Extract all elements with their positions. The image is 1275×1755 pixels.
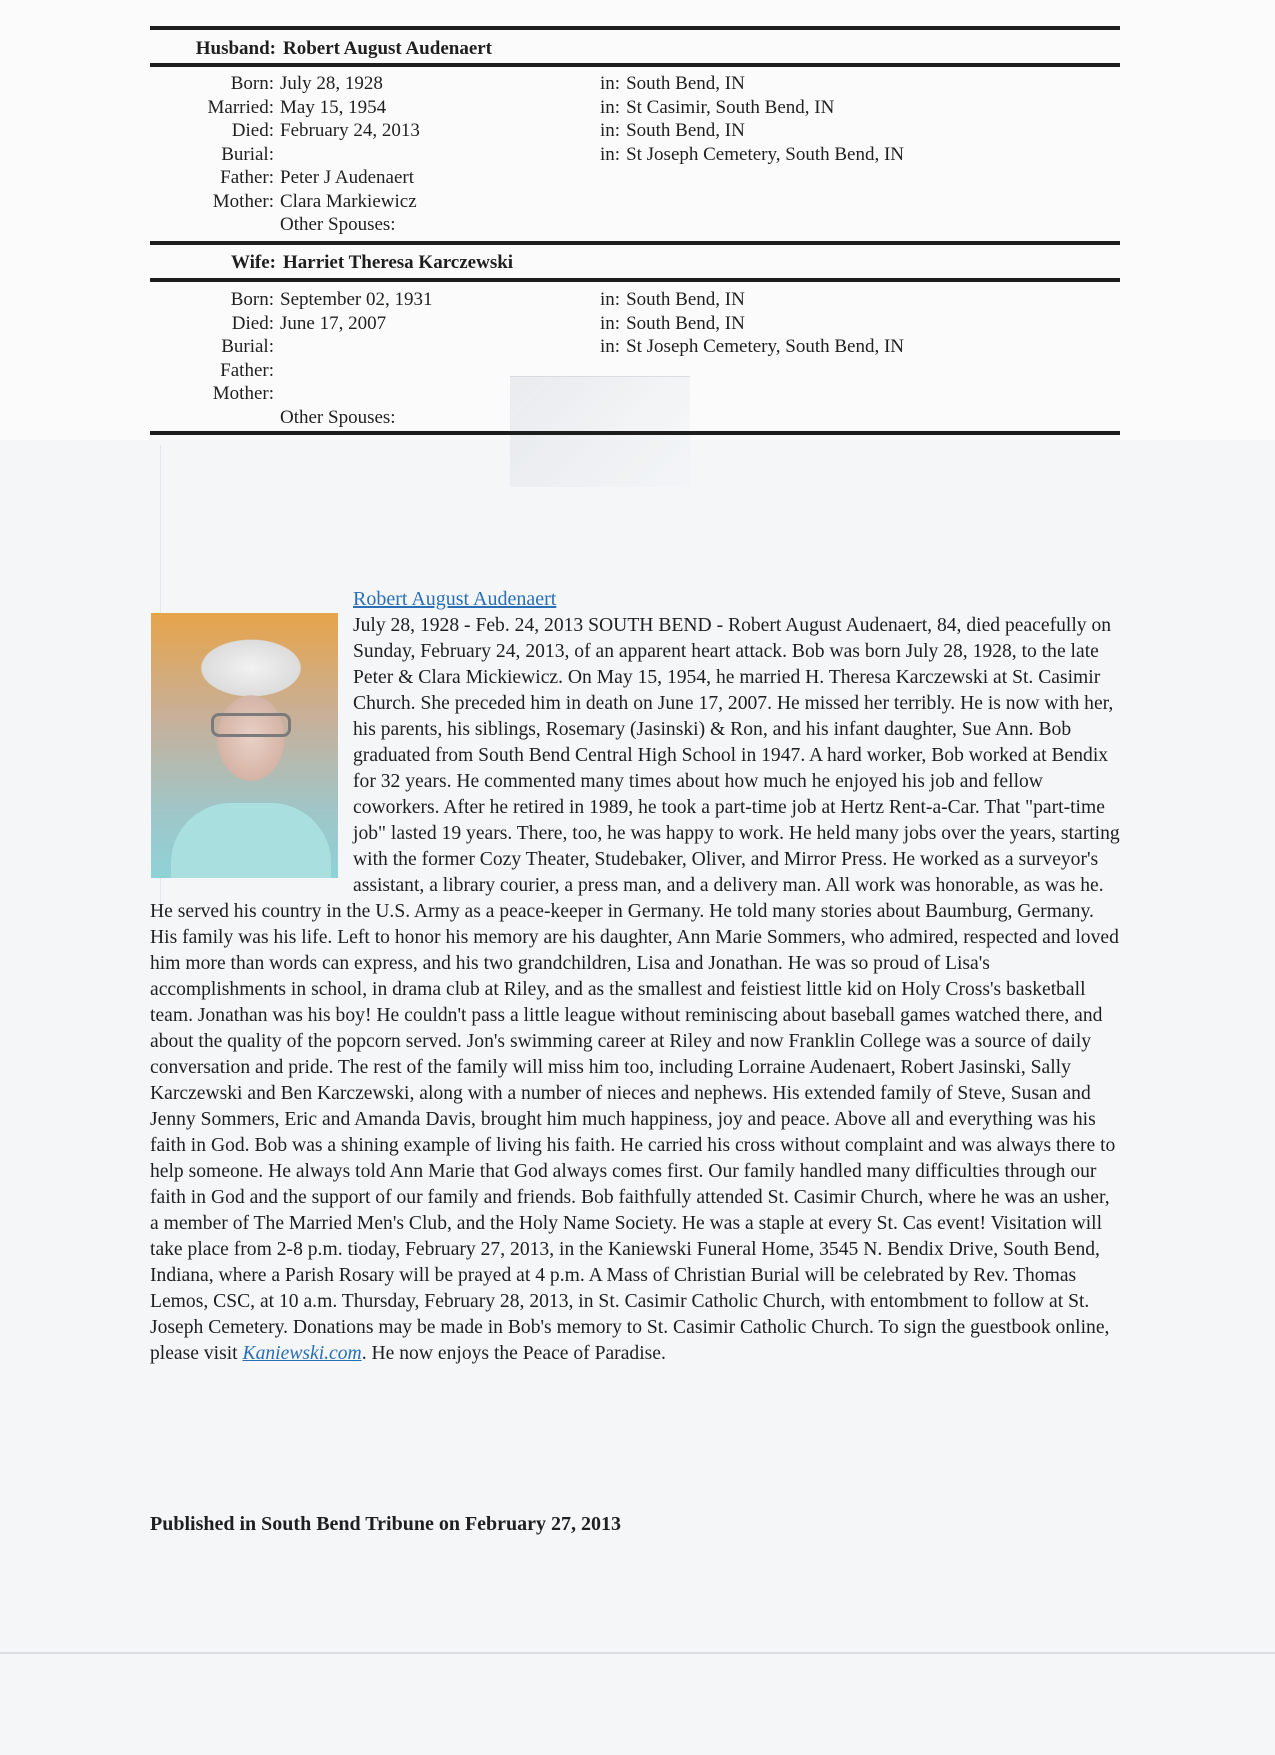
row-value: July 28, 1928: [280, 73, 383, 94]
row-value: Clara Markiewicz: [280, 190, 417, 212]
husband-row-born: [150, 72, 1120, 96]
row-label: Born:: [230, 73, 274, 94]
husband-row-died: [150, 119, 1120, 143]
row-value: [280, 143, 600, 167]
husband-details: [150, 72, 1120, 237]
row-value: February 24, 2013: [280, 120, 420, 141]
row-place: South Bend, IN: [626, 120, 745, 141]
row-value: May 15, 1954: [280, 96, 387, 118]
row-value: June 17, 2007: [280, 312, 387, 334]
wife-bottom-rule: [150, 278, 1120, 282]
row-place: St Joseph Cemetery, South Bend, IN: [626, 143, 905, 165]
row-place: St Joseph Cemetery, South Bend, IN: [626, 336, 905, 357]
row-place: St Casimir, South Bend, IN: [626, 96, 835, 118]
page-edge-divider: [0, 1652, 1275, 1654]
row-value: Peter J Audenaert: [280, 167, 415, 188]
obituary-title-link[interactable]: Robert August Audenaert: [353, 588, 557, 610]
row-value: [280, 359, 600, 383]
row-in: in:: [600, 120, 621, 141]
wife-row-burial: [150, 335, 1120, 359]
husband-other-spouses: Other Spouses:: [280, 214, 396, 235]
row-label: Burial:: [221, 143, 274, 165]
row-value: [280, 335, 600, 359]
row-label: Died:: [231, 120, 274, 141]
row-label: Died:: [231, 312, 274, 334]
obituary-text: July 28, 1928 - Feb. 24, 2013 SOUTH BEND - Robert August Audenaert, 84, died peacefully on Sunday, February 24, 2013, of an apparent heart attack. Bob was born July 28, 1928, to the late Peter & Clara Mickiewicz. On May 15, 1954, he married H. Theresa Karczewski at St. Casimir Church. She preceded him in death on June 17, 2007. He missed her terribly. He is now with her, his parents, his siblings, Rosemary (Jasinski) & Ron, and his infant daughter, Sue Ann. Bob graduated from South Bend Central High School in 1947. A hard worker, Bob worked at Bendix for 32 years. He commented many times about how much he enjoyed his job and fellow coworkers. After he retired in 1989, he took a part-time job at Hertz Rent-a-Car. That "part-time job" lasted 19 years. There, too, he was happy to work. He held many jobs over the years, starting with the former Cozy Theater, Studebaker, Oliver, and Mirror Press. He worked as a surveyor's assistant, a library courier, a press man, and a delivery man. All work was honorable, as was he. He served his country in the U.S. Army as a peace-keeper in Germany. He told many stories about Baumburg, Germany. His family was his life. Left to honor his memory are his daughter, Ann Marie Sommers, who admired, respected and loved him more than words can express, and his two grandchildren, Lisa and Jonathan. He was so proud of Lisa's accomplishments in school, in drama club at Riley, and as the smallest and feistiest little kid on Holy Cross's basketball team. Jonathan was his boy! He couldn't pass a little league without reminiscing about baseball games watched there, and about the quality of the popcorn served. Jon's swimming career at Riley and now Franklin College was a source of daily conversation and pride. The rest of the family will miss him too, including Lorraine Audenaert, Robert Jasinski, Sally Karczewski and Ben Karczewski, along with a number of nieces and nephews. His extended family of Steve, Susan and Jenny Sommers, Eric and Amanda Davis, brought him much happiness, joy and peace. Above all and everything was his faith in God. Bob was a shining example of living his faith. He carried his cross without complaint and was always there to help someone. He always told Ann Marie that God always comes first. Our family handled many difficulties through our faith in God and the support of our family and friends. Bob faithfully attended St. Casimir Church, where he was an usher, a member of The Married Men's Club, and the Holy Name Society. He was a staple at every St. Cas event! Visitation will take place from 2-8 p.m. tioday, February 27, 2013, in the Kaniewski Funeral Home, 3545 N. Bendix Drive, South Bend, Indiana, where a Parish Rosary will be prayed at 4 p.m. A Mass of Christian Burial will be celebrated by Rev. Thomas Lemos, CSC, at 10 a.m. Thursday, February 28, 2013, in St. Casimir Catholic Church, with entombment to follow at St. Joseph Cemetery. Donations may be made in Bob's memory to St. Casimir Catholic Church. To sign the guestbook online, please visit: [150, 615, 1120, 1364]
row-in: in:: [600, 73, 621, 94]
wife-other-spouses: Other Spouses:: [280, 406, 396, 428]
wife-row-father: [150, 359, 1120, 383]
row-label: Burial:: [221, 336, 274, 357]
row-in: in:: [600, 143, 621, 165]
obituary-closing: . He now enjoys the Peace of Paradise.: [361, 1343, 666, 1364]
row-label: Born:: [230, 289, 274, 310]
wife-row-mother: [150, 382, 1120, 406]
photo-wrap-space: [150, 613, 353, 899]
husband-row-mother: [150, 190, 1120, 214]
row-label: Mother:: [212, 190, 274, 212]
row-place: South Bend, IN: [626, 289, 745, 310]
husband-label: Husband:: [195, 38, 276, 59]
wife-row-died: [150, 312, 1120, 336]
husband-top-rule: [150, 26, 1120, 30]
row-label: Father:: [220, 359, 274, 381]
obituary-body: [150, 613, 1122, 1367]
publication-note: Published in South Bend Tribune on February 27, 2013: [150, 1513, 622, 1535]
row-place: South Bend, IN: [626, 312, 745, 334]
row-label: Mother:: [212, 383, 274, 404]
guestbook-link[interactable]: Kaniewski.com: [242, 1343, 362, 1364]
wife-top-rule: [150, 241, 1120, 245]
husband-name: Robert August Audenaert: [283, 38, 493, 59]
wife-row-born: [150, 288, 1120, 312]
row-place: South Bend, IN: [626, 73, 745, 94]
husband-row-burial: [150, 143, 1120, 167]
row-in: in:: [600, 336, 621, 357]
row-in: in:: [600, 289, 621, 310]
wife-end-rule: [150, 431, 1120, 435]
wife-label: Wife:: [230, 252, 276, 273]
wife-details: [150, 288, 1120, 429]
husband-row-father: [150, 166, 1120, 190]
row-in: in:: [600, 312, 621, 334]
row-label: Married:: [207, 96, 274, 118]
row-value: September 02, 1931: [280, 289, 433, 310]
wife-name: Harriet Theresa Karczewski: [283, 252, 514, 273]
husband-bottom-rule: [150, 63, 1120, 67]
row-value: [280, 382, 600, 406]
husband-row-married: [150, 96, 1120, 120]
row-label: Father:: [220, 167, 274, 188]
row-in: in:: [600, 96, 621, 118]
